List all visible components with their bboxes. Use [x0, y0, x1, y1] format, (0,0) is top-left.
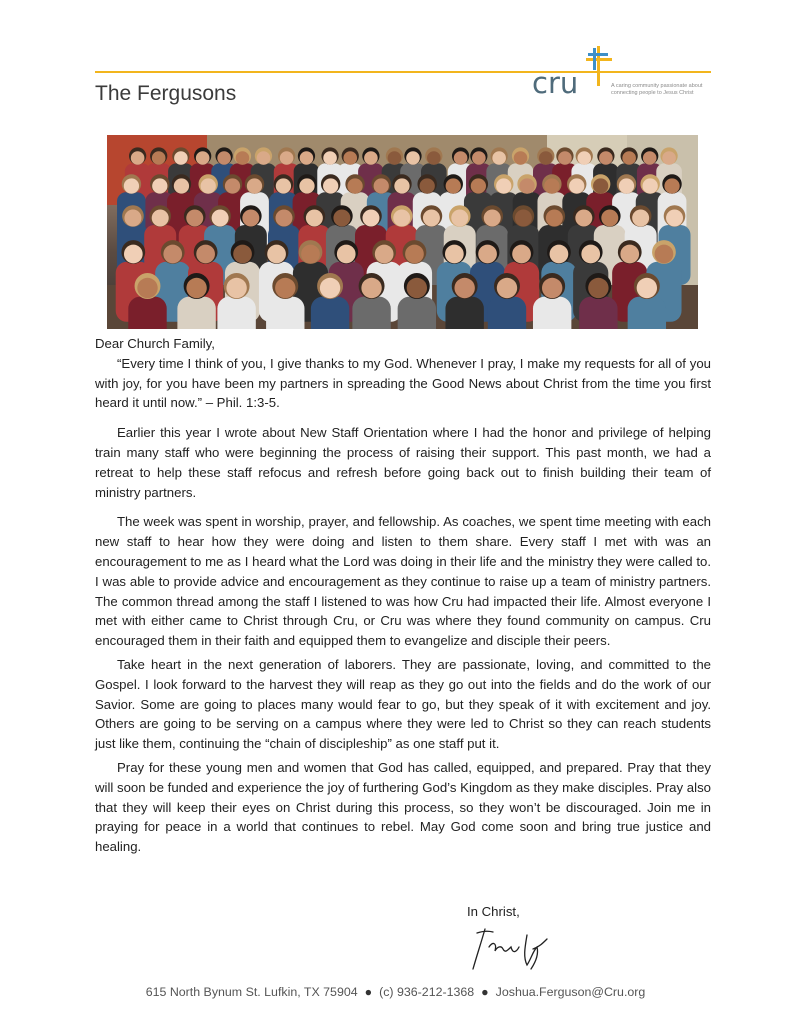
person-face	[655, 245, 674, 264]
person-face	[225, 178, 240, 193]
person-face	[546, 210, 563, 227]
person-body	[177, 297, 215, 329]
person-face	[581, 245, 600, 264]
person-face	[323, 151, 337, 165]
person-face	[323, 178, 338, 193]
person-face	[492, 151, 506, 165]
person-face	[539, 151, 553, 165]
person-face	[320, 278, 340, 298]
person-face	[620, 245, 639, 264]
person-face	[174, 178, 189, 193]
person-face	[471, 178, 486, 193]
person-face	[423, 210, 440, 227]
person-face	[632, 210, 649, 227]
footer-contact	[0, 985, 791, 999]
person-face	[497, 278, 517, 298]
person-face	[131, 151, 145, 165]
person-face	[375, 245, 394, 264]
person-face	[405, 245, 424, 264]
letter-paragraph-3: The week was spent in worship, prayer, and fellowship. As coaches, we spent time meeting with each new staff to hear how they were doing and listen to them share. Every staff I met with was an encouragement to me as I heard what the Lord was doing in their life and the ministry they were called to. I was able to provide advice and encouragement as they continue to raise up a team of ministry partners. The common thread among the staff I listened to was how Cru had impacted their life. Almost everyone I met with either came to Christ through Cru, or Cru was where they found community on campus. Cru encouraged them in their faith and equipped them to evangelize and disciple their peers.	[95, 514, 711, 649]
person-face	[236, 151, 250, 165]
person-face	[347, 178, 362, 193]
person-face	[577, 151, 591, 165]
person-face	[643, 178, 658, 193]
letter-body	[95, 334, 711, 857]
person-face	[137, 278, 157, 298]
person-face	[361, 278, 381, 298]
person-body	[311, 297, 349, 329]
person-face	[544, 178, 559, 193]
person-face	[301, 245, 320, 264]
person-face	[196, 245, 215, 264]
person-body	[128, 297, 166, 329]
letter-paragraph-2: Earlier this year I wrote about New Staff Orientation where I had the honor and privilege of helping train many staff who were beginning the process of raising their support. This past month, we had a retreat to help these staff refocus and refresh before going back out to finish building their team of ministry partners.	[95, 425, 711, 500]
person-face	[575, 210, 592, 227]
person-face	[362, 210, 379, 227]
person-face	[662, 151, 676, 165]
person-face	[569, 178, 584, 193]
person-face	[406, 151, 420, 165]
letter-paragraph-1: “Every time I think of you, I give thanks to my God. Whenever I pray, I make my requests for all of you with joy, for you have been my partners in spreading the Good News about Christ from the time you first heard it until now.” – Phil. 1:3-5.	[95, 355, 711, 411]
person-face	[472, 151, 486, 165]
group-photo	[107, 135, 698, 329]
person-face	[388, 151, 402, 165]
person-face	[275, 278, 295, 298]
footer-separator: ●	[364, 985, 373, 999]
person-face	[622, 151, 636, 165]
person-face	[257, 151, 271, 165]
person-face	[542, 278, 562, 298]
person-body	[628, 297, 666, 329]
person-face	[427, 151, 441, 165]
person-face	[201, 178, 216, 193]
person-body	[488, 297, 526, 329]
person-body	[445, 297, 483, 329]
person-face	[124, 210, 141, 227]
person-face	[152, 151, 166, 165]
person-face	[519, 178, 534, 193]
person-face	[550, 245, 569, 264]
person-face	[152, 210, 169, 227]
signature	[467, 925, 552, 973]
person-face	[496, 178, 511, 193]
person-face	[226, 278, 246, 298]
person-face	[242, 210, 259, 227]
person-face	[267, 245, 286, 264]
person-face	[515, 210, 532, 227]
person-face	[300, 151, 314, 165]
person-face	[394, 178, 409, 193]
letter-paragraph-5: Pray for these young men and women that God has called, equipped, and prepared. Pray that they will soon be funded and experience the joy of furthering God’s Kingdom as they make disciples. Pray also that they will keep their eyes on Christ during this process, so they won’t be discouraged. Join me in praying for peace in a world that continues to rebel. May God come soon and bring true justice and healing.	[95, 759, 711, 855]
person-face	[619, 178, 634, 193]
person-face	[588, 278, 608, 298]
person-face	[299, 178, 314, 193]
person-body	[266, 297, 304, 329]
cross-icon	[586, 46, 612, 86]
person-face	[174, 151, 188, 165]
person-face	[343, 151, 357, 165]
person-face	[124, 178, 139, 193]
person-face	[558, 151, 572, 165]
person-face	[212, 210, 229, 227]
person-face	[593, 178, 608, 193]
person-face	[599, 151, 613, 165]
person-face	[374, 178, 389, 193]
person-face	[196, 151, 210, 165]
person-face	[484, 210, 501, 227]
person-face	[664, 178, 679, 193]
person-face	[643, 151, 657, 165]
cru-logo	[532, 46, 712, 100]
person-face	[364, 151, 378, 165]
person-face	[280, 151, 294, 165]
logo-wordmark: cru	[532, 66, 579, 100]
person-face	[407, 278, 427, 298]
person-body	[533, 297, 571, 329]
footer-phone: (c) 936-212-1368	[379, 985, 475, 999]
person-face	[217, 151, 231, 165]
person-face	[233, 245, 252, 264]
person-face	[152, 178, 167, 193]
person-body	[352, 297, 390, 329]
person-body	[398, 297, 436, 329]
footer-address: 615 North Bynum St. Lufkin, TX 75904	[145, 985, 358, 999]
person-face	[637, 278, 657, 298]
person-face	[163, 245, 182, 264]
person-face	[333, 210, 350, 227]
person-face	[514, 151, 528, 165]
person-face	[247, 178, 262, 193]
person-face	[337, 245, 356, 264]
page-title: The Fergusons	[95, 82, 237, 105]
letter-paragraph-4: Take heart in the next generation of laborers. They are passionate, loving, and committed to the Gospel. I look forward to the harvest they will reap as they go out into the fields and do the work of our Savior. Some are going to places many would fear to go, but they speak of it with excitement and joy. Others are going to be serving on a campus where they were led to Christ so they can reach students just like them, continuing the “chain of discipleship” as one staff put it.	[95, 656, 711, 752]
person-face	[478, 245, 497, 264]
person-face	[276, 178, 291, 193]
person-face	[512, 245, 531, 264]
person-face	[124, 245, 143, 264]
person-face	[454, 151, 468, 165]
person-face	[275, 210, 292, 227]
person-face	[454, 278, 474, 298]
group-photo-image	[107, 135, 698, 329]
person-face	[451, 210, 468, 227]
logo-tagline: A caring community passionate about connecting people to Jesus Christ	[611, 83, 703, 96]
person-face	[446, 178, 461, 193]
person-face	[420, 178, 435, 193]
person-face	[186, 210, 203, 227]
person-body	[579, 297, 617, 329]
person-face	[445, 245, 464, 264]
footer-separator: ●	[481, 985, 489, 999]
letter-closing: In Christ,	[467, 904, 520, 919]
person-face	[186, 278, 206, 298]
letter-greeting: Dear Church Family,	[95, 336, 215, 351]
footer-email: Joshua.Ferguson@Cru.org	[495, 985, 646, 999]
person-face	[601, 210, 618, 227]
person-face	[666, 210, 683, 227]
person-body	[217, 297, 255, 329]
person-face	[393, 210, 410, 227]
person-face	[306, 210, 323, 227]
